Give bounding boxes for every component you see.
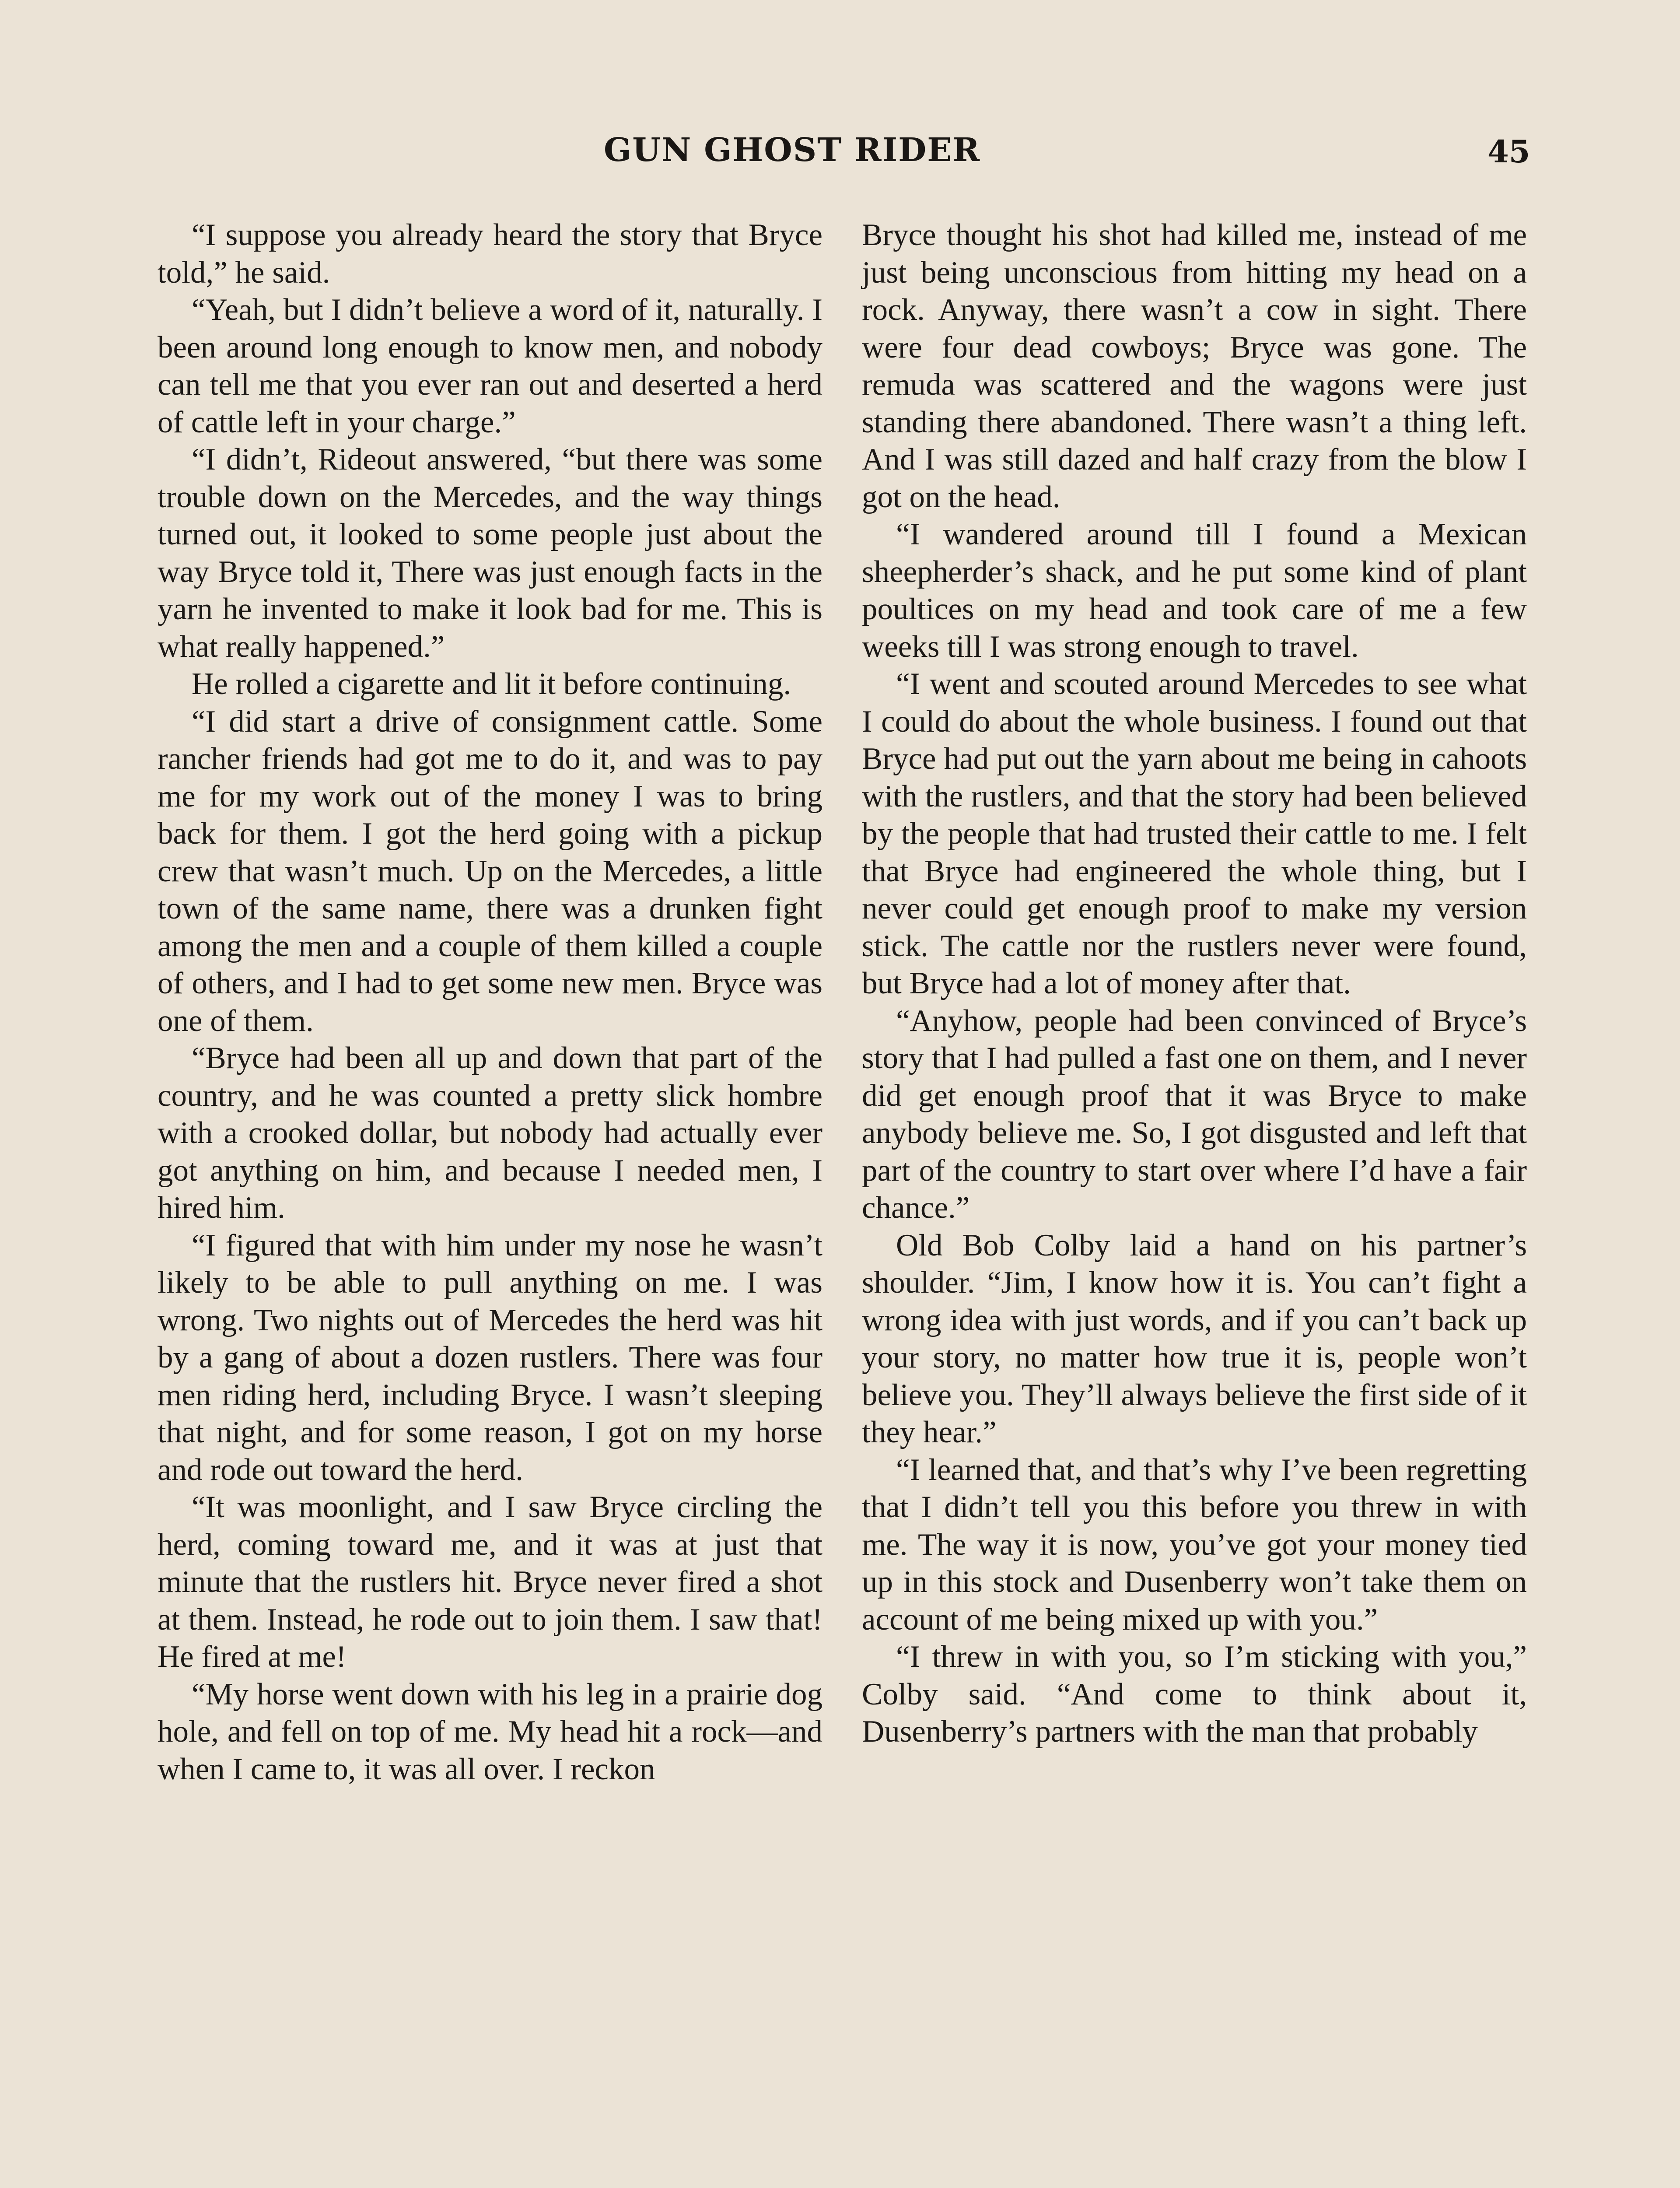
paragraph: “I suppose you already heard the story that Bryce told,” he said. (158, 218, 822, 290)
paragraph: “My horse went down with his leg in a prairie dog hole, and fell on top of me. My head hit a rock—and when I came to, it was all over. I reckon (158, 1677, 822, 1786)
paragraph: “I figured that with him under my nose he wasn’t likely to be able to pull anything on me. I was wrong. Two nights out of Mercedes the herd was hit by a gang of about a dozen rustlers. There was four men riding herd, including Bryce. I wasn’t sleeping that night, and for some reason, I got on my horse and rode out toward the herd. (158, 1228, 822, 1487)
paragraph: “I wandered around till I found a Mexican sheepherder’s shack, and he put some kind of plant poultices on my head and took care of me a few weeks till I was strong enough to travel. (862, 517, 1527, 664)
paragraph: “Anyhow, people had been convinced of Bryce’s story that I had pulled a fast one on them, and I never did get enough proof that it was Bryce to make anybody believe me. So, I got disgusted and left that part of the country to start over where I’d have a fair chance.” (862, 1003, 1527, 1225)
running-title: GUN GHOST RIDER (604, 131, 981, 169)
left-column (158, 217, 822, 1788)
paragraph: “I threw in with you, so I’m sticking with you,” Colby said. “And come to think about it, Dusenberry’s partners with the man that probably (862, 1640, 1527, 1749)
paragraph-continuation: Bryce thought his shot had killed me, instead of me just being unconscious from hitting my head on a rock. Anyway, there wasn’t a cow in sight. There were four dead cowboys; Bryce was gone. The remuda was scattered and the wagons were just standing there abandoned. There wasn’t a thing left. And I was still dazed and half crazy from the blow I got on the head. (862, 218, 1527, 514)
paragraph: Old Bob Colby laid a hand on his partner’s shoulder. “Jim, I know how it is. You can’t fight a wrong idea with just words, and if you can’t back up your story, no matter how true it is, people won’t believe you. They’ll always believe the first side of it they hear.” (862, 1228, 1527, 1449)
paragraph: “I did start a drive of consignment cattle. Some rancher friends had got me to do it, and was to pay me for my work out of the money I was to bring back for them. I got the herd going with a pickup crew that wasn’t much. Up on the Mercedes, a little town of the same name, there was a drunken fight among the men and a couple of them killed a couple of others, and I had to get some new men. Bryce was one of them. (158, 704, 822, 1038)
page-number: 45 (1488, 133, 1530, 170)
paragraph: “Bryce had been all up and down that part of the country, and he was counted a pretty slick hombre with a crooked dollar, but nobody had actually ever got anything on him, and because I needed men, I hired him. (158, 1041, 822, 1225)
paragraph: “Yeah, but I didn’t believe a word of it, naturally. I been around long enough to know men, and nobody can tell me that you ever ran out and deserted a herd of cattle left in your charge.” (158, 293, 822, 439)
right-column (862, 217, 1527, 1751)
paragraph: “It was moonlight, and I saw Bryce circling the herd, coming toward me, and it was at just that minute that the rustlers hit. Bryce never fired a shot at them. Instead, he rode out to join them. I saw that! He fired at me! (158, 1490, 822, 1674)
paragraph: He rolled a cigarette and lit it before continuing. (192, 667, 791, 701)
paragraph: “I went and scouted around Mercedes to see what I could do about the whole business. I found out that Bryce had put out the yarn about me being in cahoots with the rustlers, and that the story had been believed by the people that had trusted their cattle to me. I felt that Bryce had engineered the whole thing, but I never could get enough proof to make my version stick. The cattle nor the rustlers never were found, but Bryce had a lot of money after that. (862, 667, 1527, 1000)
paragraph: “I didn’t, Rideout answered, “but there was some trouble down on the Mercedes, and the way things turned out, it looked to some people just about the way Bryce told it, There was just enough facts in the yarn he invented to make it look bad for me. This is what really happened.” (158, 442, 822, 664)
paragraph: “I learned that, and that’s why I’ve been regretting that I didn’t tell you this before you threw in with me. The way it is now, you’ve got your money tied up in this stock and Dusenberry won’t take them on account of me being mixed up with you.” (862, 1452, 1527, 1637)
